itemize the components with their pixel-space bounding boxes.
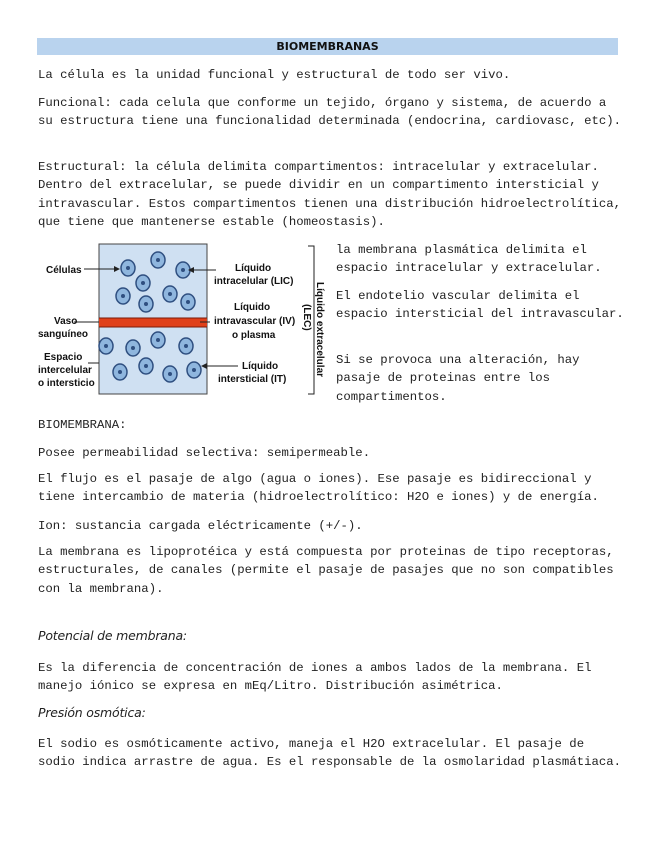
label-espacio-1: Espacio xyxy=(44,352,83,363)
paragraph-permeability: Posee permeabilidad selectiva: semipermeable. xyxy=(38,446,371,460)
paragraph-membrane-potential: Es la diferencia de concentración de iones a ambos lados de la membrana. El manejo iónico se expresa en mEq/Litro. Distribución asimétrica. xyxy=(38,661,592,694)
label-iv-2: intravascular (IV) xyxy=(214,316,296,327)
side-paragraph-alteration: Si se provoca una alteración, hay pasaje de proteinas entre los compartimentos. xyxy=(336,353,580,404)
label-iv-3: o plasma xyxy=(232,330,276,341)
section-heading-biomembrana: BIOMEMBRANA: xyxy=(38,418,127,432)
page-title: BIOMEMBRANAS xyxy=(37,38,618,55)
label-vaso-2: sanguíneo xyxy=(38,329,89,340)
label-lic-2: intracelular (LIC) xyxy=(214,276,294,287)
heading-osmotic-pressure: Presión osmótica: xyxy=(38,705,146,720)
label-espacio-2: intercelular xyxy=(38,365,92,376)
heading-membrane-potential: Potencial de membrana: xyxy=(38,628,187,643)
paragraph-structural: Estructural: la célula delimita compartimentos: intracelular y extracelular. Dentro del extracelular, se puede dividir en un compartimento intersticial y intravascular. Estos compartimentos tienen una distribución hidroelectrolítica, que tiene que mantenerse estable (homeostasis). xyxy=(38,160,621,229)
paragraph-osmotic-pressure: El sodio es osmóticamente activo, maneja el H2O extracelular. El pasaje de sodio indica arrastre de agua. Es el responsable de la osmolaridad plasmátiaca. xyxy=(38,737,621,770)
label-espacio-3: o intersticio xyxy=(38,378,95,389)
paragraph-cell-definition: La célula es la unidad funcional y estructural de todo ser vivo. xyxy=(38,68,511,82)
compartments-diagram xyxy=(38,238,328,406)
label-lec-1: Líquido extracelular xyxy=(314,282,325,378)
paragraph-flow: El flujo es el pasaje de algo (agua o iones). Ese pasaje es bidireccional y tiene intercambio de materia (hidroelectrolítico: H2O e iones) y de energía. xyxy=(38,472,599,505)
label-iv-1: Líquido xyxy=(234,302,271,313)
label-lic-1: Líquido xyxy=(235,263,272,274)
label-it-2: intersticial (IT) xyxy=(218,374,287,385)
side-paragraph-plasma-membrane: la membrana plasmática delimita el espacio intracelular y extracelular. xyxy=(336,243,602,276)
paragraph-ion: Ion: sustancia cargada eléctricamente (+/-). xyxy=(38,519,363,533)
compartments-figure xyxy=(38,238,328,406)
label-vaso-1: Vaso xyxy=(54,316,78,327)
label-celulas: Células xyxy=(46,265,82,276)
label-it-1: Líquido xyxy=(242,361,279,372)
side-paragraph-endothelium: El endotelio vascular delimita el espacio intersticial del intravascular. xyxy=(336,289,624,322)
label-lec-2: (LEC) xyxy=(301,304,312,331)
paragraph-functional: Funcional: cada celula que conforme un tejido, órgano y sistema, de acuerdo a su estructura tiene una funcionalidad determinada (endocrina, cardiovasc, etc). xyxy=(38,96,621,129)
paragraph-lipoprotein: La membrana es lipoprotéica y está compuesta por proteinas de tipo receptoras, estructurales, de canales (permite el pasaje de pasajes que no son compatibles con la membrana). xyxy=(38,545,614,596)
